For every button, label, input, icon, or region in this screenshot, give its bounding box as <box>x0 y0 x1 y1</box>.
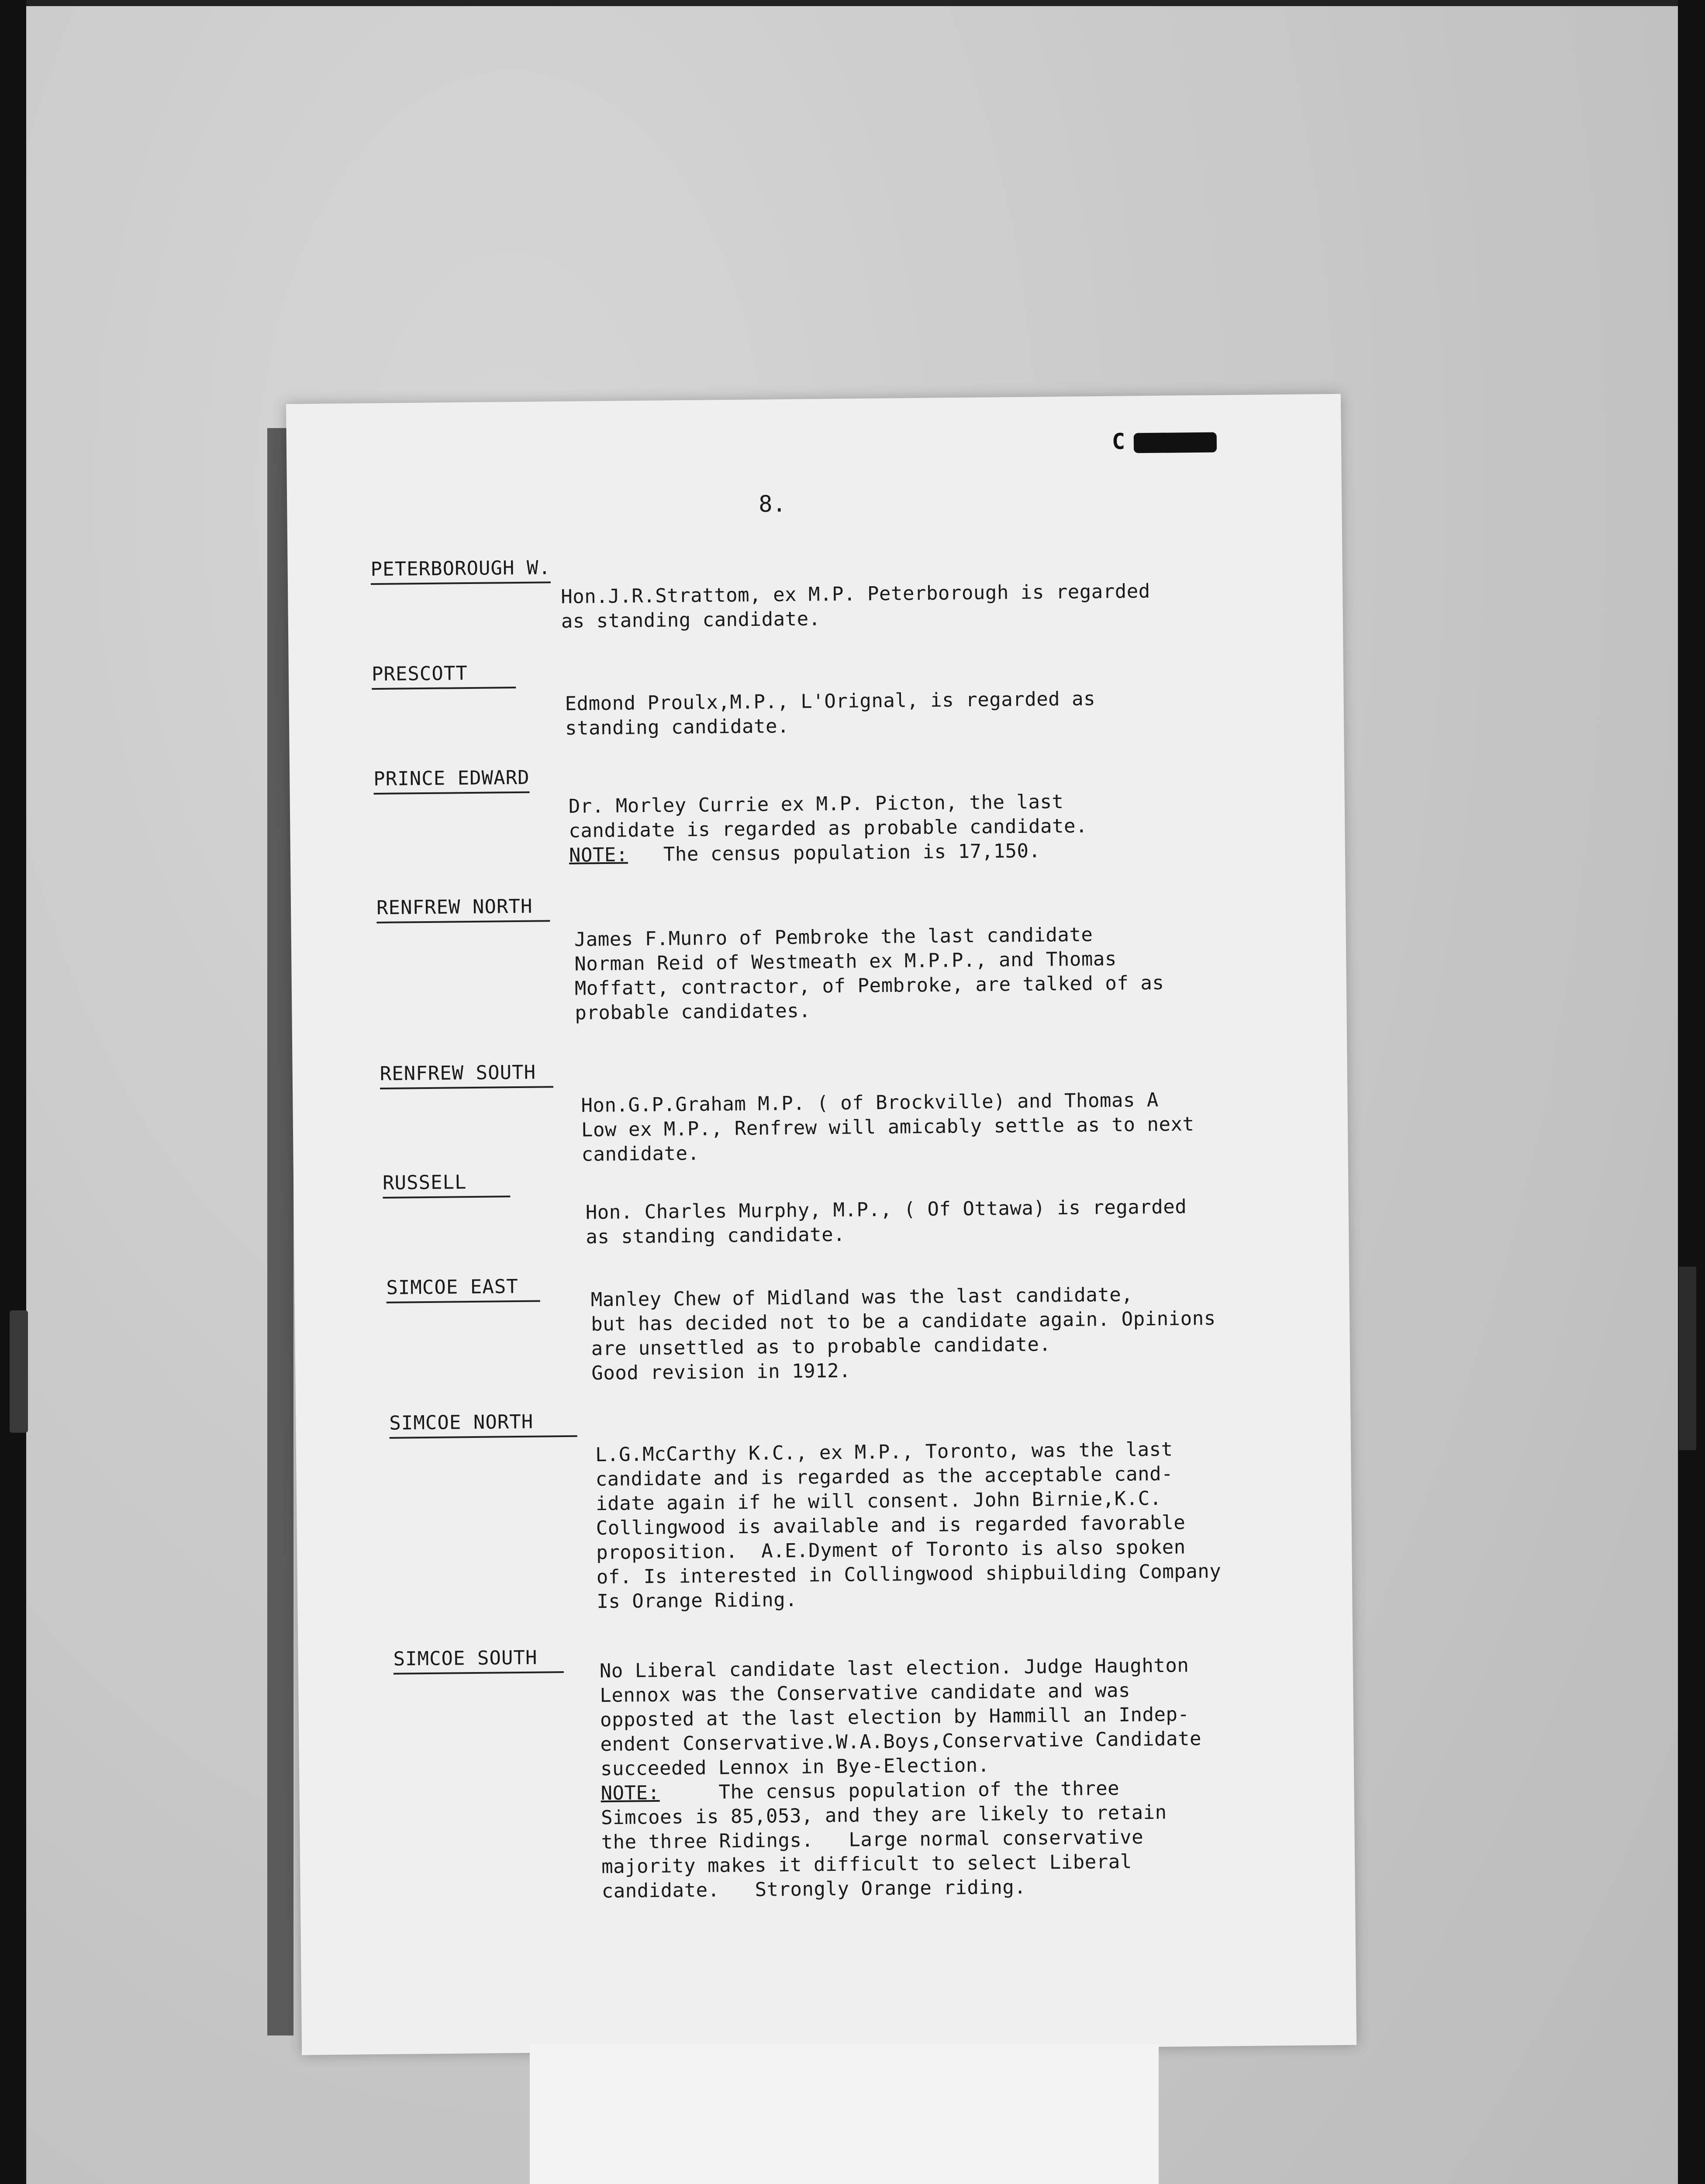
text-line: probable candidates. <box>575 999 811 1024</box>
text-line: Collingwood is available and is regarded favorable <box>596 1511 1186 1540</box>
text-line: Dr. Morley Currie ex M.P. Picton, the last <box>568 790 1064 818</box>
section-heading-simcoe-south: SIMCOE SOUTH <box>393 1646 563 1675</box>
note-label: NOTE: <box>601 1781 660 1805</box>
text-line: Is Orange Riding. <box>597 1588 797 1613</box>
section-heading-peterborough: PETERBOROUGH W. <box>370 556 551 585</box>
section-body-prince-edward <box>569 789 1088 867</box>
text-line: Good revision in 1912. <box>591 1359 851 1385</box>
archive-tab <box>530 2044 1159 2184</box>
document-stamp <box>1112 428 1217 454</box>
section-body-renfrew-south <box>581 1088 1194 1167</box>
film-border-left <box>0 0 26 2184</box>
text-line: candidate. <box>581 1142 700 1166</box>
section-body-prescott <box>565 687 1096 741</box>
text-line: the three Ridings. Large normal conservative <box>601 1826 1144 1854</box>
text-line: candidate. Strongly Orange riding. <box>601 1876 1026 1903</box>
text-line: as standing candidate. <box>586 1223 846 1248</box>
text-line: of. Is interested in Collingwood shipbuilding Company <box>596 1560 1222 1589</box>
note-text: The census population of the three <box>659 1777 1120 1804</box>
text-line: Lennox was the Conservative candidate and was <box>600 1679 1131 1707</box>
text-line: Simcoes is 85,053, and they are likely to retain <box>601 1801 1167 1829</box>
text-line: Hon.J.R.Strattom, ex M.P. Peterborough is regarded <box>561 580 1150 608</box>
text-line: are unsettled as to probable candidate. <box>591 1333 1051 1360</box>
note-label: NOTE: <box>569 843 628 867</box>
section-heading-simcoe-north: SIMCOE NORTH <box>389 1410 577 1439</box>
section-heading-russell: RUSSELL <box>383 1171 511 1199</box>
section-body-renfrew-north <box>574 922 1165 1026</box>
text-line: L.G.McCarthy K.C., ex M.P., Toronto, was the last <box>595 1438 1173 1466</box>
section-body-simcoe-south <box>600 1653 1203 1904</box>
film-border-right <box>1678 0 1705 2184</box>
page-number: 8. <box>758 491 787 518</box>
section-body-simcoe-east <box>590 1282 1216 1386</box>
text-line: Hon. Charles Murphy, M.P., ( Of Ottawa) is regarded <box>585 1196 1187 1224</box>
typed-page <box>286 394 1356 2055</box>
text-line: endent Conservative.W.A.Boys,Conservative Candidate <box>600 1728 1202 1756</box>
section-heading-renfrew-south: RENFREW SOUTH <box>380 1061 553 1089</box>
section-heading-prescott: PRESCOTT <box>372 662 516 690</box>
stamp-letter: C <box>1111 429 1128 454</box>
section-heading-simcoe-east: SIMCOE EAST <box>386 1275 540 1303</box>
text-line: candidate and is regarded as the acceptable cand- <box>595 1462 1173 1491</box>
text-line: but has decided not to be a candidate again. Opinions <box>591 1307 1216 1336</box>
binder-clip-right <box>1679 1267 1696 1450</box>
text-line: James F.Munro of Pembroke the last candidate <box>574 923 1093 951</box>
text-line: Low ex M.P., Renfrew will amicably settle as to next <box>581 1113 1194 1141</box>
text-line: No Liberal candidate last election. Judge Haughton <box>599 1654 1189 1683</box>
text-line: as standing candidate. <box>561 608 821 632</box>
text-line: Moffatt, contractor, of Pembroke, are talked of as <box>574 971 1164 1000</box>
section-heading-prince-edward: PRINCE EDWARD <box>373 767 530 795</box>
redacted-number <box>1134 432 1217 453</box>
text-line: opposted at the last election by Hammill an Indep- <box>600 1703 1190 1731</box>
text-line: proposition. A.E.Dyment of Toronto is also spoken <box>596 1536 1186 1564</box>
text-line: Edmond Proulx,M.P., L'Orignal, is regarded as <box>565 688 1096 715</box>
text-line: majority makes it difficult to select Liberal <box>601 1850 1132 1878</box>
binder-clip-left <box>10 1310 28 1433</box>
text-line: Manley Chew of Midland was the last candidate, <box>590 1283 1133 1311</box>
note-line <box>569 838 1088 867</box>
text-line: standing candidate. <box>565 715 790 740</box>
section-body-peterborough <box>561 579 1151 634</box>
text-line: idate again if he will consent. John Birnie,K.C. <box>595 1487 1162 1515</box>
text-line: succeeded Lennox in Bye-Election. <box>600 1754 990 1780</box>
section-body-russell <box>586 1195 1187 1249</box>
text-line: Hon.G.P.Graham M.P. ( of Brockville) and Thomas A <box>581 1089 1159 1117</box>
text-line: candidate is regarded as probable candidate. <box>569 815 1088 842</box>
text-line: Norman Reid of Westmeath ex M.P.P., and Thomas <box>574 947 1117 975</box>
section-heading-renfrew-north: RENFREW NORTH <box>376 895 550 923</box>
section-body-simcoe-north <box>595 1437 1222 1614</box>
note-text: The census population is 17,150. <box>628 840 1041 866</box>
film-border-top <box>0 0 1705 6</box>
